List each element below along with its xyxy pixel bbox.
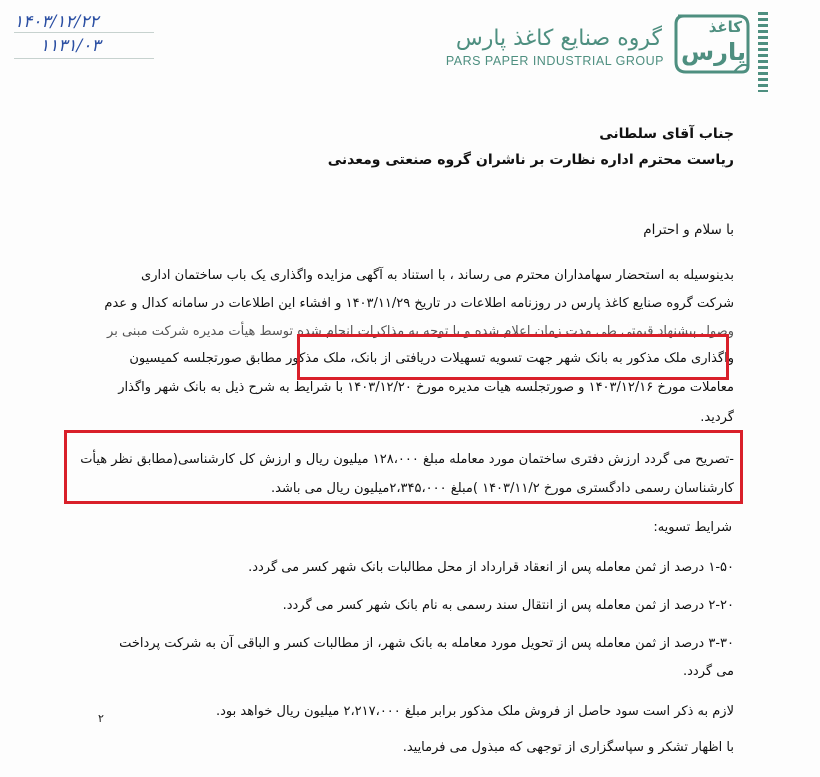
highlight-box-transfer	[297, 334, 729, 380]
logo-word-pars: پارس	[681, 38, 746, 66]
company-name-fa: گروه صنایع کاغذ پارس	[455, 26, 662, 51]
logo-word-kaghaz: کاغذ	[708, 18, 742, 36]
condition-item: می گردد.	[682, 664, 734, 679]
profit-note: لازم به ذکر است سود حاصل از فروش ملک مذکور برابر مبلغ ۲،۲۱۷،۰۰۰ میلیون ریال خواهد بود.	[215, 704, 734, 719]
paragraph1-line: واگذاری ملک مذکور به بانک شهر جهت تسویه تسهیلات دریافتی از بانک، ملک مذکور مطابق صورتجلسه کمیسیون	[129, 351, 734, 366]
number-field-line	[14, 58, 154, 59]
handwritten-date: ۱۴۰۳/۱۲/۲۲	[14, 12, 99, 32]
paragraph2-line: -تصریح می گردد ارزش دفتری ساختمان مورد معامله مبلغ ۱۲۸،۰۰۰ میلیون ریال و ارزش کل کارشناسی(مطابق نظر هیأت	[80, 452, 734, 467]
paragraph2-line: کارشناسان رسمی دادگستری مورخ ۱۴۰۳/۱۱/۲ )مبلغ ۲،۳۴۵،۰۰۰میلیون ریال می باشد.	[271, 481, 734, 496]
condition-item: ۲-۲۰ درصد از ثمن معامله پس از انتقال سند رسمی به نام بانک شهر کسر می گردد.	[282, 598, 734, 613]
company-name-en: PARS PAPER INDUSTRIAL GROUP	[445, 54, 664, 68]
conditions-title: شرایط تسویه:	[653, 520, 732, 535]
paragraph1-line: شرکت گروه صنایع کاغذ پارس در روزنامه اطلاعات در تاریخ ۱۴۰۳/۱۱/۲۹ و افشاء این اطلاعات در سامانه کدال و عدم	[104, 296, 734, 311]
closing-remark: با اظهار تشکر و سپاسگزاری از توجهی که مبذول می فرمایید.	[402, 740, 734, 755]
paragraph1-line: بدینوسیله به استحضار سهامداران محترم می رساند ، با استناد به آگهی مزایده واگذاری یک باب ساختمان اداری	[141, 268, 734, 283]
handwritten-number: ۱۱۳۱/۰۳	[40, 36, 101, 56]
paragraph1-line: معاملات مورخ ۱۴۰۳/۱۲/۱۶ و صورتجلسه هیأت مدیره مورخ ۱۴۰۳/۱۲/۲۰ با شرایط به شرح ذیل به بانک شهر واگذار	[118, 380, 734, 395]
highlight-box-valuation	[64, 430, 743, 504]
page-number: ۲	[98, 712, 104, 725]
date-field-line	[14, 32, 154, 33]
paragraph1-line: وصول پیشنهاد قیمتی طی مدت زمان اعلام شده و با توجه به مذاکرات انجام شده توسط هیأت مدیره شرکت مبنی بر	[107, 324, 734, 339]
addressee-name: جناب آقای سلطانی	[599, 126, 734, 142]
addressee-title: ریاست محترم اداره نظارت بر ناشران گروه صنعتی ومعدنی	[327, 152, 734, 168]
paragraph1-line: گردید.	[700, 410, 734, 425]
condition-item: ۱-۵۰ درصد از ثمن معامله پس از انعقاد قرارداد از محل مطالبات بانک شهر کسر می گردد.	[248, 560, 734, 575]
condition-item: ۳-۳۰ درصد از ثمن معامله پس از تحویل مورد معامله به بانک شهر، از مطالبات کسر و الباقی آن به شرکت پرداخت	[119, 636, 734, 651]
salutation: با سلام و احترام	[643, 222, 734, 238]
logo-stripes	[758, 12, 768, 92]
